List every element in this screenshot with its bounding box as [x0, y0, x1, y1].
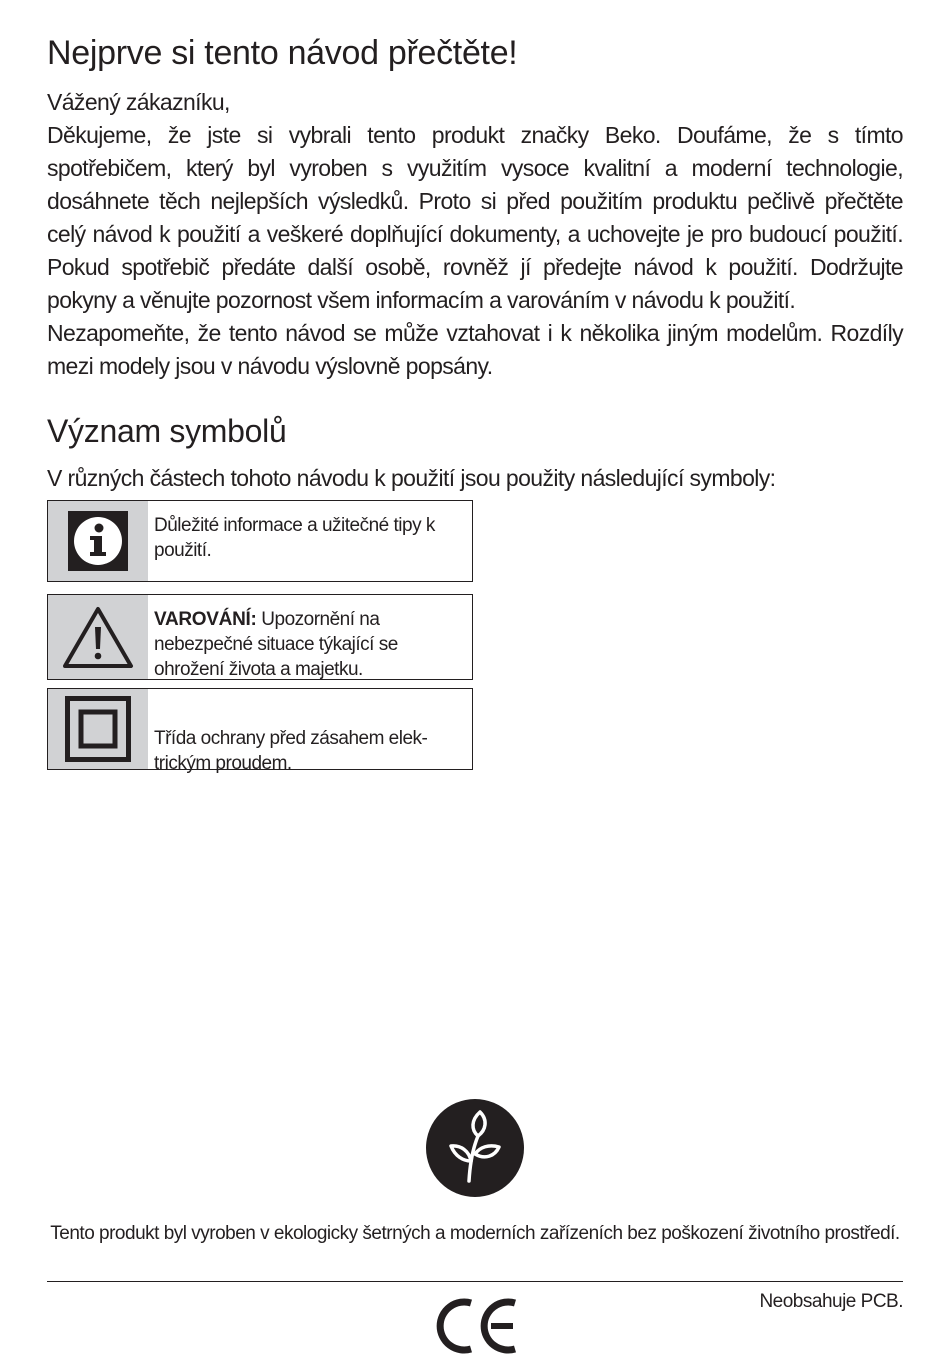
- symbol-description: [148, 689, 437, 774]
- warning-icon: [48, 595, 148, 679]
- ce-mark-icon: [431, 1295, 519, 1357]
- symbol-text: Důležité informace a užitečné tipy k použití.: [154, 515, 435, 561]
- intro-text: [47, 86, 903, 383]
- symbol-box-info: [47, 500, 473, 582]
- symbol-description: [148, 595, 472, 679]
- symbol-text: Upozornění na nebezpečné situace týkající se ohrožení života a majetku.: [154, 609, 398, 680]
- symbol-box-warning: [47, 594, 473, 680]
- page-title: Nejprve si tento návod přečtěte!: [47, 34, 518, 72]
- warning-label: VAROVÁNÍ:: [154, 609, 257, 630]
- leaf-icon: [425, 1098, 525, 1198]
- greeting: Vážený zákazníku,: [47, 89, 230, 115]
- footer-divider: [47, 1281, 903, 1282]
- pcb-statement: Neobsahuje PCB.: [759, 1291, 903, 1312]
- info-icon: [48, 501, 148, 581]
- symbol-text: Třída ochrany před zásahem elek- trickým proudem.: [154, 728, 428, 774]
- symbols-intro: V různých částech tohoto návodu k použití jsou použity následující symboly:: [47, 465, 776, 491]
- double-insulation-icon: [48, 689, 148, 769]
- symbol-box-protection-class: [47, 688, 473, 774]
- symbols-heading: Význam symbolů: [47, 413, 287, 449]
- symbol-description: [148, 501, 472, 581]
- eco-statement: Tento produkt byl vyroben v ekologicky šetrných a moderních zařízeních bez poškození životního prostředí.: [50, 1223, 900, 1244]
- intro-paragraph-models: Nezapomeňte, že tento návod se může vztahovat i k několika jiným modelům. Rozdíly mezi modely jsou v návodu výslovně popsány.: [47, 320, 903, 379]
- intro-paragraph: Děkujeme, že jste si vybrali tento produkt značky Beko. Doufáme, že s tímto spotřebičem, který byl vyroben s využitím vysoce kvalitní a moderní technologie, dosáhnete těch nejlepších výsledků. Proto si před použitím produktu pečlivě přečtěte celý návod k použití a veškeré doplňující dokumenty, a uchovejte je pro budoucí použití. Pokud spotřebič předáte další osobě, rovněž jí předejte návod k použití. Dodržujte pokyny a věnujte pozornost všem informacím a varováním v návodu k použití.: [47, 122, 903, 313]
